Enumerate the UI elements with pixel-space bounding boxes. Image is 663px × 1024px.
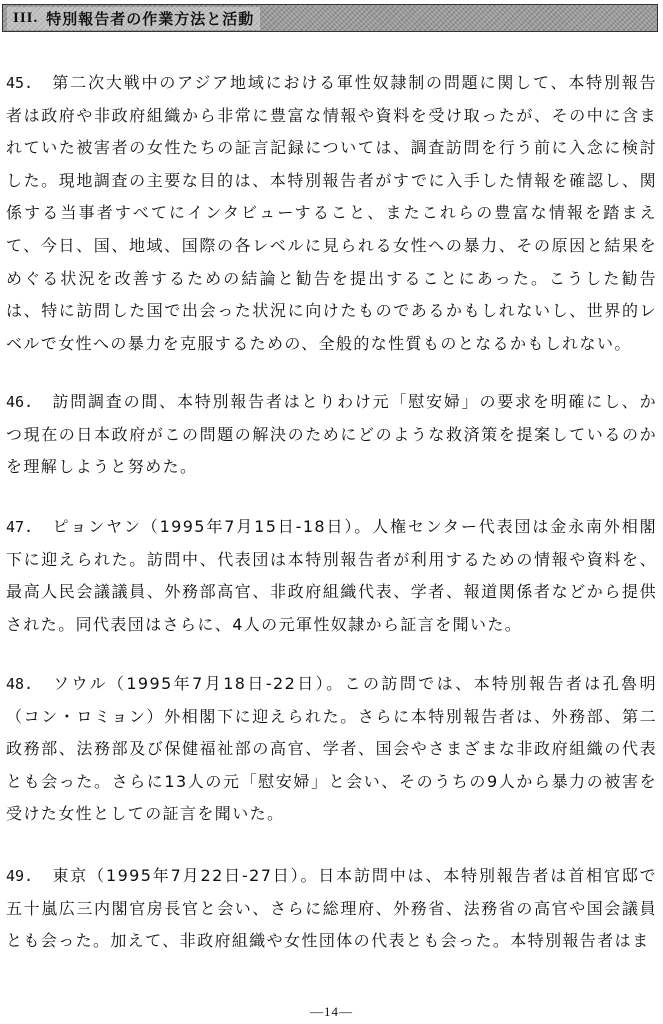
paragraph-49	[6, 860, 657, 958]
paragraph-47	[6, 511, 657, 641]
section-title	[7, 7, 260, 30]
section-number: III.	[13, 9, 39, 26]
paragraph-number: 48.	[6, 675, 34, 693]
paragraph-text: ピョンヤン（1995年7月15日-18日）。人権センター代表団は金永南外相閣下に迎えられた。訪問中、代表団は本特別報告者が利用するための情報や資料を、最高人民会議議員、外務部高官、非政府組織代表、学者、報道関係者などから提供された。同代表団はさらに、4人の元軍性奴隷から証言を聞いた。	[6, 517, 657, 634]
paragraph-text: 第二次大戦中のアジア地域における軍性奴隷制の問題に関して、本特別報告者は政府や非政府組織から非常に豊富な情報や資料を受け取ったが、その中に含まれていた被害者の女性たちの証言記録については、調査訪問を行う前に入念に検討した。現地調査の主要な目的は、本特別報告者がすでに入手した情報を確認し、関係する当事者すべてにインタビューすること、またこれらの豊富な情報を踏まえて、今日、国、地域、国際の各レベルに見られる女性への暴力、その原因と結果をめぐる状況を改善するための結論と勧告を提出することにあった。こうした勧告は、特に訪問した国で出会った状況に向けたものであるかもしれないし、世界的レベルで女性への暴力を克服するための、全般的な性質ものとなるかもしれない。	[6, 73, 657, 353]
paragraph-45	[6, 67, 657, 360]
paragraph-46	[6, 386, 657, 484]
paragraph-text: 東京（1995年7月22日-27日）。日本訪問中は、本特別報告者は首相官邸で五十嵐広三内閣官房長官と会い、さらに総理府、外務省、法務省の高官や国会議員とも会った。加えて、非政府組織や女性団体の代表とも会った。本特別報告者はま	[6, 866, 657, 951]
paragraph-number: 49.	[6, 867, 34, 885]
paragraph-number: 45.	[6, 74, 34, 92]
paragraph-number: 46.	[6, 393, 34, 411]
section-title-text: 特別報告者の作業方法と活動	[46, 9, 255, 28]
page-number: —14—	[310, 1004, 353, 1019]
paragraph-48	[6, 668, 657, 831]
paragraph-text: ソウル（1995年7月18日-22日）。この訪問では、本特別報告者は孔魯明（コン・ロミョン）外相閣下に迎えられた。さらに本特別報告者は、外務部、第二政務部、法務部及び保健福祉部の高官、学者、国会やさまざまな非政府組織の代表とも会った。さらに13人の元「慰安婦」と会い、そのうちの9人から暴力の被害を受けた女性としての証言を聞いた。	[6, 674, 657, 824]
section-header	[2, 4, 658, 32]
paragraph-number: 47.	[6, 518, 34, 536]
paragraph-text: 訪問調査の間、本特別報告者はとりわけ元「慰安婦」の要求を明確にし、かつ現在の日本政府がこの問題の解決のためにどのような救済策を提案しているのかを理解しようと努めた。	[6, 392, 657, 477]
